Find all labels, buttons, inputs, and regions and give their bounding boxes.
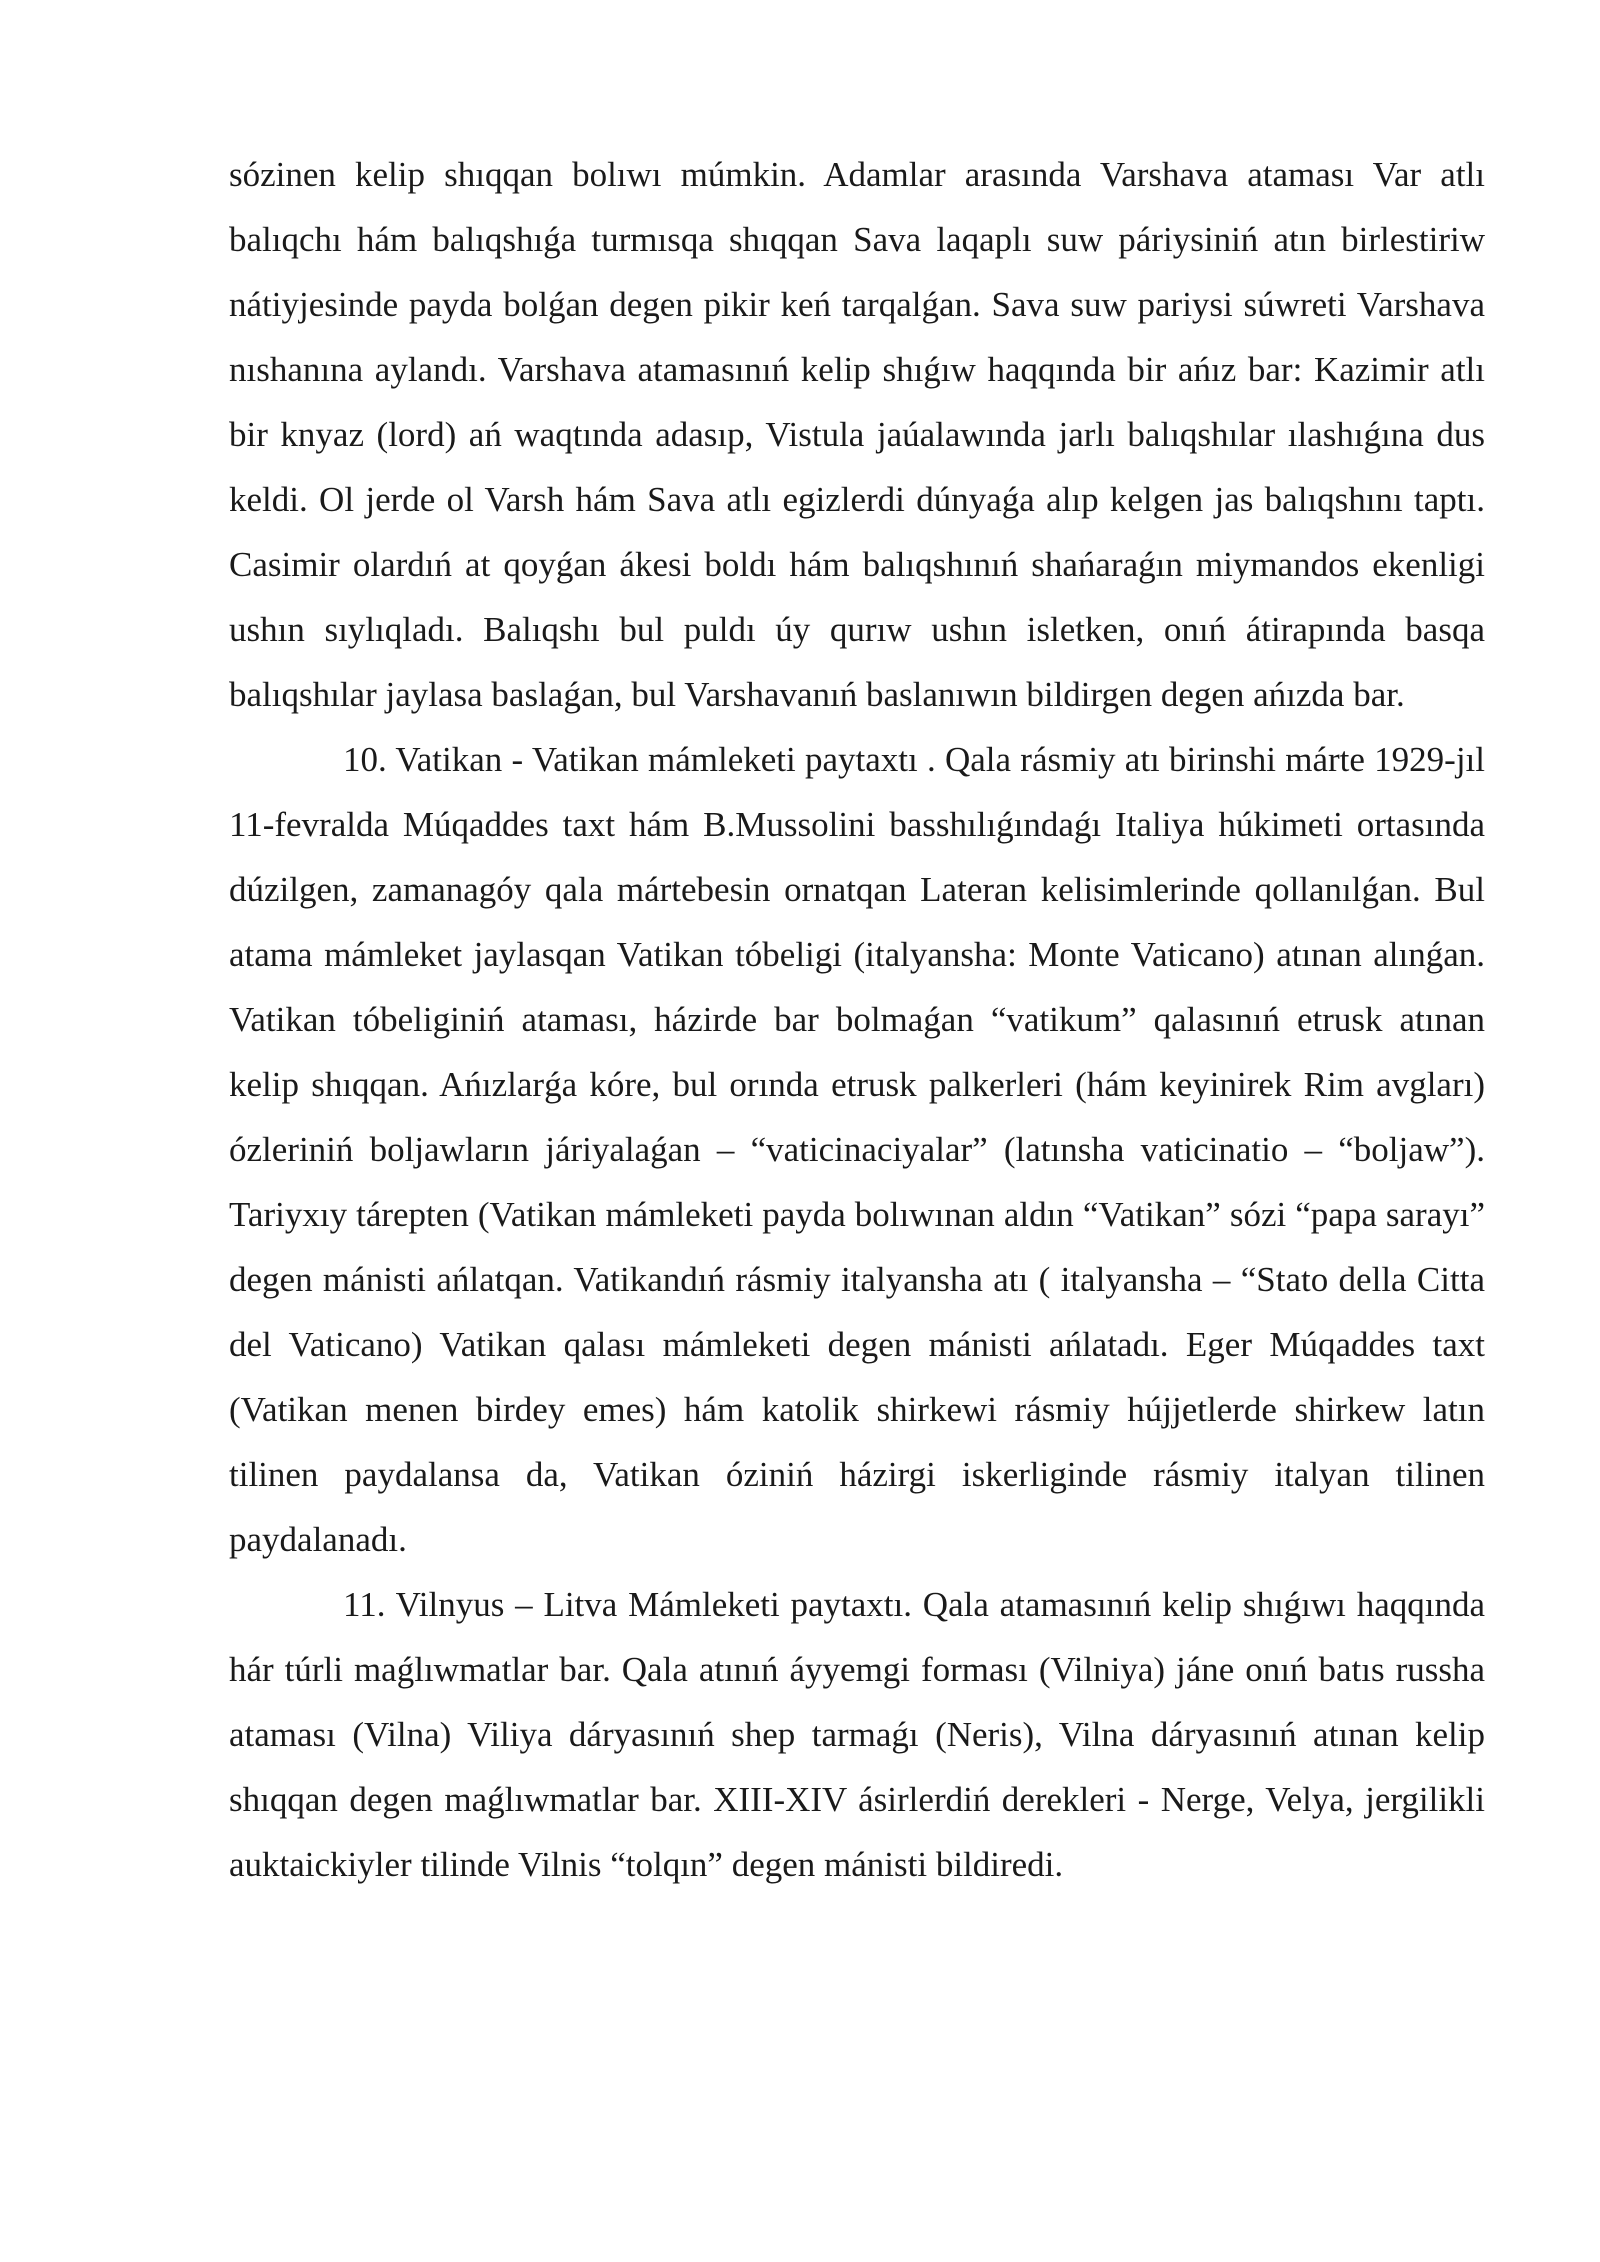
paragraph-varshava-continued: sózinen kelip shıqqan bolıwı múmkin. Adamlar arasında Varshava ataması Var atlı balıqchı hám balıqshıǵa turmısqa shıqqan Sava laqaplı suw páriysiniń atın birlestiriw nátiyjesinde payda bolǵan degen pikir keń tarqalǵan. Sava suw pariysi súwreti Varshava nıshanına aylandı. Varshava atamasınıń kelip shıǵıw haqqında bir ańız bar: Kazimir atlı bir knyaz (lord) ań waqtında adasıp, Vistula jaúalawında jarlı balıqshılar ılashıǵına dus keldi. Ol jerde ol Varsh hám Sava atlı egizlerdi dúnyaǵa alıp kelgen jas balıqshını taptı. Casimir olardıń at qoyǵan ákesi boldı hám balıqshınıń shańaraǵın miymandos ekenligi ushın sıylıqladı. Balıqshı bul puldı úy qurıw ushın isletken, onıń átirapında basqa balıqshılar jaylasa baslaǵan, bul Varshavanıń baslanıwın bildirgen degen ańızda bar. [229,155,1485,714]
paragraph-vilnyus: 11. Vilnyus – Litva Mámleketi paytaxtı. Qala atamasınıń kelip shıǵıwı haqqında hár túrli maǵlıwmatlar bar. Qala atınıń áyyemgi forması (Vilniya) jáne onıń batıs russha ataması (Vilna) Viliya dáryasınıń shep tarmaǵı (Neris), Vilna dáryasınıń atınan kelip shıqqan degen maǵlıwmatlar bar. XIII-XIV ásirlerdiń derekleri - Nerge, Velya, jergilikli auktaickiyler tilinde Vilnis “tolqın” degen mánisti bildiredi. [229,1585,1485,1884]
paragraph-vatikan: 10. Vatikan - Vatikan mámleketi paytaxtı . Qala rásmiy atı birinshi márte 1929-jıl 11-fevralda Múqaddes taxt hám B.Mussolini basshılıǵındaǵı Italiya húkimeti ortasında dúzilgen, zamanagóy qala mártebesin ornatqan Lateran kelisimlerinde qollanılǵan. Bul atama mámleket jaylasqan Vatikan tóbeligi (italyansha: Monte Vaticano) atınan alınǵan. Vatikan tóbeliginiń ataması, házirde bar bolmaǵan “vatikum” qalasınıń etrusk atınan kelip shıqqan. Ańızlarǵa kóre, bul orında etrusk palkerleri (hám keyinirek Rim avgları) ózleriniń boljawların járiyalaǵan – “vaticinaciyalar” (latınsha vaticinatio – “boljaw”). Tariyxıy tárepten (Vatikan mámleketi payda bolıwınan aldın “Vatikan” sózi “papa sarayı” degen mánisti ańlatqan. Vatikandıń rásmiy italyansha atı ( italyansha – “Stato della Citta del Vaticano) Vatikan qalası mámleketi degen mánisti ańlatadı. Eger Múqaddes taxt (Vatikan menen birdey emes) hám katolik shirkewi rásmiy hújjetlerde shirkew latın tilinen paydalansa da, Vatikan óziniń házirgi iskerliginde rásmiy italyan tilinen paydalanadı. [229,740,1485,1559]
body-text [229,142,1485,1897]
